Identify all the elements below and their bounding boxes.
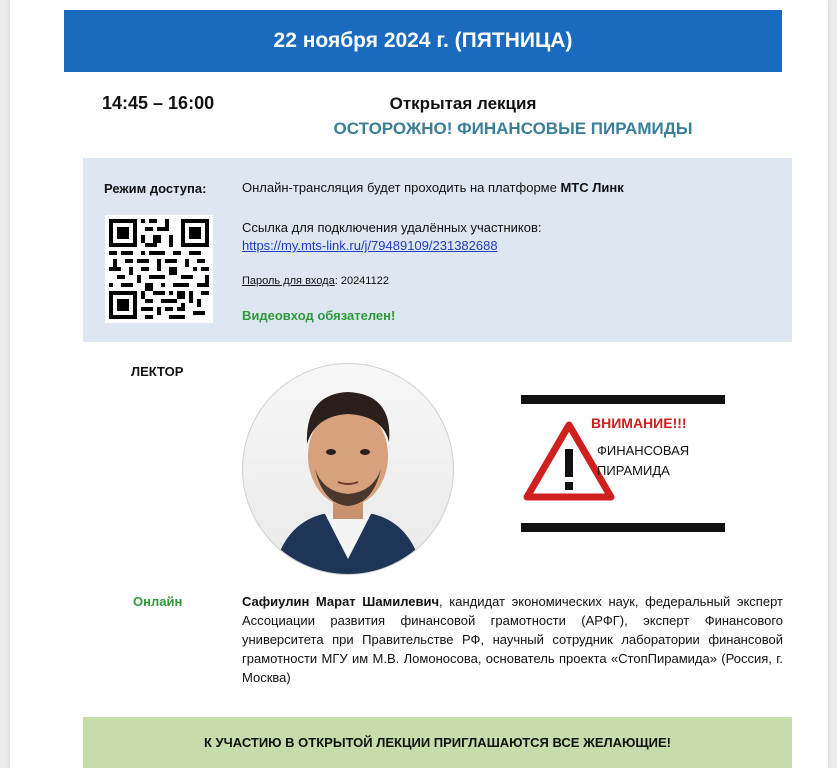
access-info-box [83, 158, 792, 342]
event-time: 14:45 – 16:00 [102, 93, 215, 113]
platform-name: МТС Линк [560, 180, 624, 195]
join-link[interactable]: https://my.mts-link.ru/j/79489109/231382688 [242, 238, 498, 253]
warning-triangle-icon [523, 419, 615, 503]
invite-banner [83, 717, 792, 768]
lecture-title: ОСТОРОЖНО! ФИНАНСОВЫЕ ПИРАМИДЫ [333, 119, 693, 138]
warning-line2: ПИРАМИДА [597, 463, 670, 478]
access-mode-label: Режим доступа: [104, 181, 207, 196]
warning-line1: ФИНАНСОВАЯ [597, 443, 690, 458]
password-value: : 20241122 [334, 275, 389, 287]
password-label: Пароль для входа [242, 275, 335, 287]
document-page [10, 0, 828, 768]
lector-name: Сафиулин Марат Шамилевич [242, 594, 440, 609]
platform-text: Онлайн-трансляция будет проходить на платформе [242, 180, 561, 195]
warning-line-bottom [521, 523, 725, 532]
lector-photo [242, 363, 454, 575]
platform-line [242, 180, 624, 195]
date-header [64, 10, 782, 72]
lecture-type: Открытая лекция [389, 94, 537, 113]
qr-code-icon[interactable] [105, 215, 213, 323]
date-text: 22 ноября 2024 г. (ПЯТНИЦА) [273, 29, 573, 52]
lector-bio [242, 592, 783, 687]
lector-bio-text: , кандидат экономических наук, федеральный эксперт Ассоциации развития финансовой грамотности (АРФГ), эксперт Финансового университета при Правительстве РФ, научный сотрудник лаборатории финансовой грамотности МГУ им М.В. Ломоносова, основатель проекта «СтопПирамида» (Россия, г. Москва) [242, 594, 783, 685]
warning-line-top [521, 395, 725, 404]
format-online: Онлайн [133, 594, 183, 609]
password-line [242, 275, 389, 287]
invite-text: К УЧАСТИЮ В ОТКРЫТОЙ ЛЕКЦИИ ПРИГЛАШАЮТСЯ ВСЕ ЖЕЛАЮЩИЕ! [203, 735, 672, 750]
warning-pyramid-graphic [521, 395, 725, 532]
lector-label: ЛЕКТОР [131, 364, 184, 379]
link-caption: Ссылка для подключения удалённых участников: [242, 220, 542, 235]
warning-title: ВНИМАНИЕ!!! [591, 415, 687, 431]
video-note: Видеовход обязателен! [242, 308, 396, 323]
